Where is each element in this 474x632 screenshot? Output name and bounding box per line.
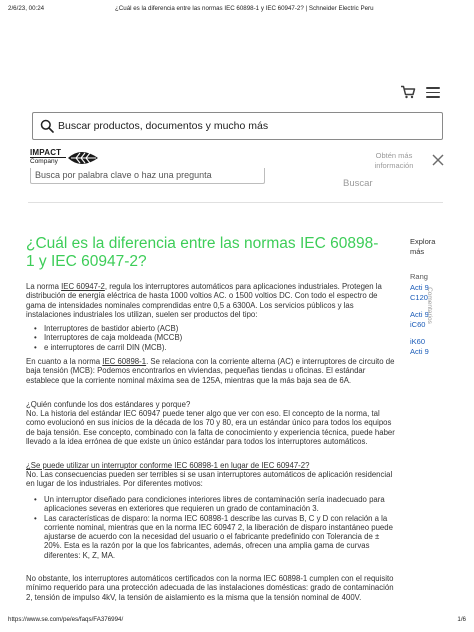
list-item: • Un interruptor diseñado para condiciones interiores libres de contaminación sería inadecuado para aplicaciones severas en exteriores que requieren un grado de contaminación 3.	[34, 495, 394, 514]
side-item-acti9-3[interactable]: Acti 9	[410, 347, 429, 356]
search-icon	[40, 119, 54, 133]
link-iec-60947-2[interactable]: IEC 60947-2	[61, 282, 105, 291]
paragraph-intro: La norma IEC 60947-2, regula los interruptores automáticos para aplicaciones industriales. Protegen la distribución de energía eléctrica de hasta 1000 voltios AC. o 1500 voltios DC. Con todo el espectro de gama de intensidades nominales comprendidas entre 0,5 a 6300A. Los servicios públicos y las instalaciones industriales los utilizan, suelen ser productos del tipo:	[26, 282, 382, 319]
side-item-acti9-1[interactable]: Acti 9	[410, 283, 429, 292]
list-item: • Interruptores de caja moldeada (MCCB)	[34, 333, 394, 342]
comments-tab[interactable]	[425, 268, 451, 348]
explore-more-panel	[402, 228, 474, 388]
print-title: ¿Cuál es la diferencia entre las normas IEC 60898-1 y IEC 60947-2? | Schneider Electric Peru	[115, 5, 374, 12]
print-footer	[0, 612, 474, 632]
side-item-ik60[interactable]: iK60	[410, 337, 426, 346]
cart-icon[interactable]	[400, 85, 416, 99]
paragraph-consequences: No. Las consecuencias pueden ser terribles si se usan interruptores automáticos de aplicación residencial en lugar de los industriales. Por diferentes motivos:	[26, 470, 393, 489]
explore-more-title: Explora más	[410, 237, 436, 257]
list-item: • Las características de disparo: la norma IEC 60898-1 describe las curvas B, C y D con relación a la corriente nominal, mientras que en la norma IEC 60947 2, la liberación de disparo instantáneo puede ajustarse de acuerdo con la necesidad del usuario o el fabricante predefinido con Tolerancia de ± 20%. Esta es la razón por la que los fabricantes, además, ofrecen una amplia gama de curvas diferentes: K, Z, MA.	[34, 514, 394, 560]
product-type-list	[34, 324, 394, 352]
question-input[interactable]	[30, 168, 265, 184]
divider	[28, 202, 443, 203]
print-page-number: 1/6	[457, 616, 466, 623]
question-confusion: ¿Quién confunde los dos estándares y porque?	[26, 400, 191, 409]
impact-logo-company: Company	[30, 158, 58, 165]
search-button[interactable]: Buscar	[343, 178, 373, 189]
reasons-list	[34, 495, 394, 560]
side-item-rang[interactable]: Rang	[410, 272, 428, 281]
paragraph-conclusion: No obstante, los interruptores automáticos certificados con la norma IEC 60898-1 cumplen con el requisito mínimo requerido para una protección adecuada de las instalaciones domésticas: grado de contaminación 2, tensión de impulso 4kV, la tensión de aislamiento es la misma que la tensión nominal de 400V.	[26, 574, 394, 602]
search-input[interactable]: Buscar productos, documentos y mucho más	[58, 120, 269, 132]
side-item-ic60[interactable]: iC60	[410, 320, 426, 329]
search-bar[interactable]	[32, 112, 443, 140]
print-header	[0, 0, 474, 16]
side-item-acti9-2[interactable]: Acti 9	[410, 310, 429, 319]
link-iec-60898-1[interactable]: IEC 60898-1	[102, 357, 147, 366]
paragraph-iec-60898: En cuanto a la norma IEC 60898-1. Se relaciona con la corriente alterna (AC) e interruptores de circuito de baja tensión (MCB): Podemos encontrarlos en viviendas, pequeñas tiendas u oficinas. El estándar establece que la corriente nominal máxima sea de 125A, mientras que la más baja sea de 6A.	[26, 357, 395, 385]
question-input-placeholder: Busca por palabra clave o haz una pregunta	[35, 170, 212, 180]
menu-icon[interactable]	[426, 87, 440, 98]
more-info-link[interactable]: Obtén más información	[374, 151, 414, 170]
list-item: • Interruptores de bastidor abierto (ACB)	[34, 324, 394, 333]
close-icon[interactable]	[432, 153, 444, 165]
side-item-c120[interactable]: C120	[410, 293, 428, 302]
leaf-icon	[66, 148, 100, 168]
impact-logo-word: IMPACT	[30, 148, 62, 157]
print-url: https://www.se.com/pe/es/faqs/FA376994/	[8, 616, 124, 623]
paragraph-history: No. La historia del estándar IEC 60947 puede tener algo que ver con eso. El concepto de la norma, tal como evolucionó en sus inicios de la década de los 70 y 80, era un estándar único para todos los equipos de baja tensión. Ese concepto, combinado con la falta de conocimiento y experiencia técnica, puede haber llevado a la idea errónea de que existe un único estándar para todos los interruptores automáticos.	[26, 409, 395, 446]
question-substitution-link[interactable]: ¿Se puede utilizar un interruptor conforme IEC 60898-1 en lugar de IEC 60947-2?	[26, 461, 310, 470]
page-title: ¿Cuál es la diferencia entre las normas IEC 60898-1 y IEC 60947-2?	[26, 235, 379, 271]
print-date: 2/6/23, 00:24	[8, 5, 45, 12]
comments-tab-label: Comentarios	[425, 287, 433, 324]
list-item: • e interruptores de carril DIN (MCB).	[34, 343, 394, 352]
